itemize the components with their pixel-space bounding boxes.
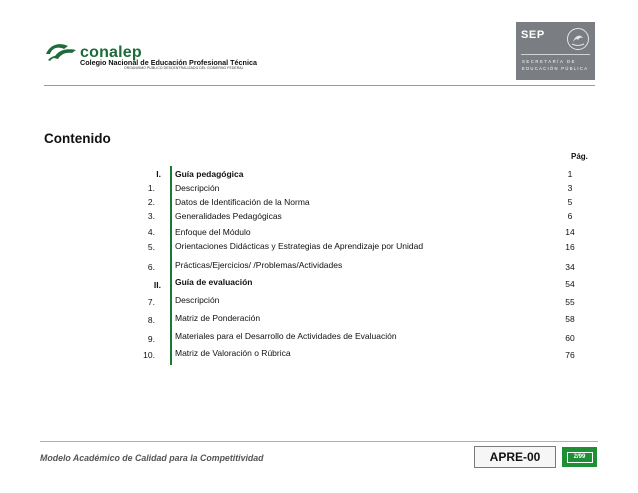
sep-line-2: EDUCACIÓN PÚBLICA <box>522 66 589 71</box>
toc-number: 10. <box>143 350 155 360</box>
toc-number: 1. <box>147 183 155 193</box>
toc-accent-bar <box>170 166 172 365</box>
page-number: 2/99 <box>567 452 593 463</box>
toc-page: 1 <box>567 169 573 179</box>
toc-page: 60 <box>565 333 575 343</box>
page-column-header: Pág. <box>571 152 588 161</box>
toc-number: 2. <box>147 197 155 207</box>
toc-page: 6 <box>567 211 573 221</box>
header-divider <box>44 85 595 86</box>
toc-entry: Prácticas/Ejercicios/ /Problemas/Actividades <box>175 260 343 270</box>
toc-entry: Materiales para el Desarrollo de Actividades de Evaluación <box>175 331 397 341</box>
toc-entry: Datos de Identificación de la Norma <box>175 197 310 207</box>
toc-entry: Guía de evaluación <box>175 277 253 287</box>
toc-entry: Guía pedagógica <box>175 169 244 179</box>
toc-number: 8. <box>147 315 155 325</box>
logo-wordmark: conalep <box>80 44 142 61</box>
document-code: APRE-00 <box>474 446 556 468</box>
mexico-crest-icon <box>566 27 590 51</box>
conalep-logo-icon <box>44 40 78 62</box>
toc-entry: Matriz de Ponderación <box>175 313 261 323</box>
toc-number: 6. <box>147 262 155 272</box>
toc-page: 16 <box>565 242 575 252</box>
sep-divider <box>521 54 590 55</box>
sep-line-1: SECRETARÍA DE <box>522 59 576 64</box>
toc-entry: Matriz de Valoración o Rúbrica <box>175 348 291 358</box>
toc-page: 58 <box>565 314 575 324</box>
institution-name: Colegio Nacional de Educación Profesional Técnica <box>80 58 257 67</box>
toc-page: 3 <box>567 183 573 193</box>
toc-number: 7. <box>147 297 155 307</box>
page-title: Contenido <box>44 131 111 146</box>
toc-entry: Generalidades Pedagógicas <box>175 211 282 221</box>
institution-tagline: ORGANISMO PÚBLICO DESCENTRALIZADO DEL GOBIERNO FEDERAL <box>124 66 244 70</box>
toc-page: 34 <box>565 262 575 272</box>
toc-page: 14 <box>565 227 575 237</box>
toc-page: 76 <box>565 350 575 360</box>
toc-page: 54 <box>565 279 575 289</box>
toc-number: II. <box>153 280 161 290</box>
toc-entry: Descripción <box>175 295 220 305</box>
toc-page: 55 <box>565 297 575 307</box>
toc-number: I. <box>156 169 161 179</box>
sep-acronym: SEP <box>521 29 545 41</box>
toc-number: 3. <box>147 211 155 221</box>
toc-page: 5 <box>567 197 573 207</box>
toc-number: 9. <box>147 334 155 344</box>
toc-entry: Descripción <box>175 183 220 193</box>
footer-text: Modelo Académico de Calidad para la Competitividad <box>40 453 264 463</box>
toc-number: 5. <box>147 242 155 252</box>
toc-entry: Orientaciones Didácticas y Estrategias de Aprendizaje por Unidad <box>175 241 424 251</box>
toc-number: 4. <box>147 227 155 237</box>
toc-entry: Enfoque del Módulo <box>175 227 251 237</box>
page-number-badge <box>562 447 597 467</box>
footer-divider <box>40 441 598 442</box>
